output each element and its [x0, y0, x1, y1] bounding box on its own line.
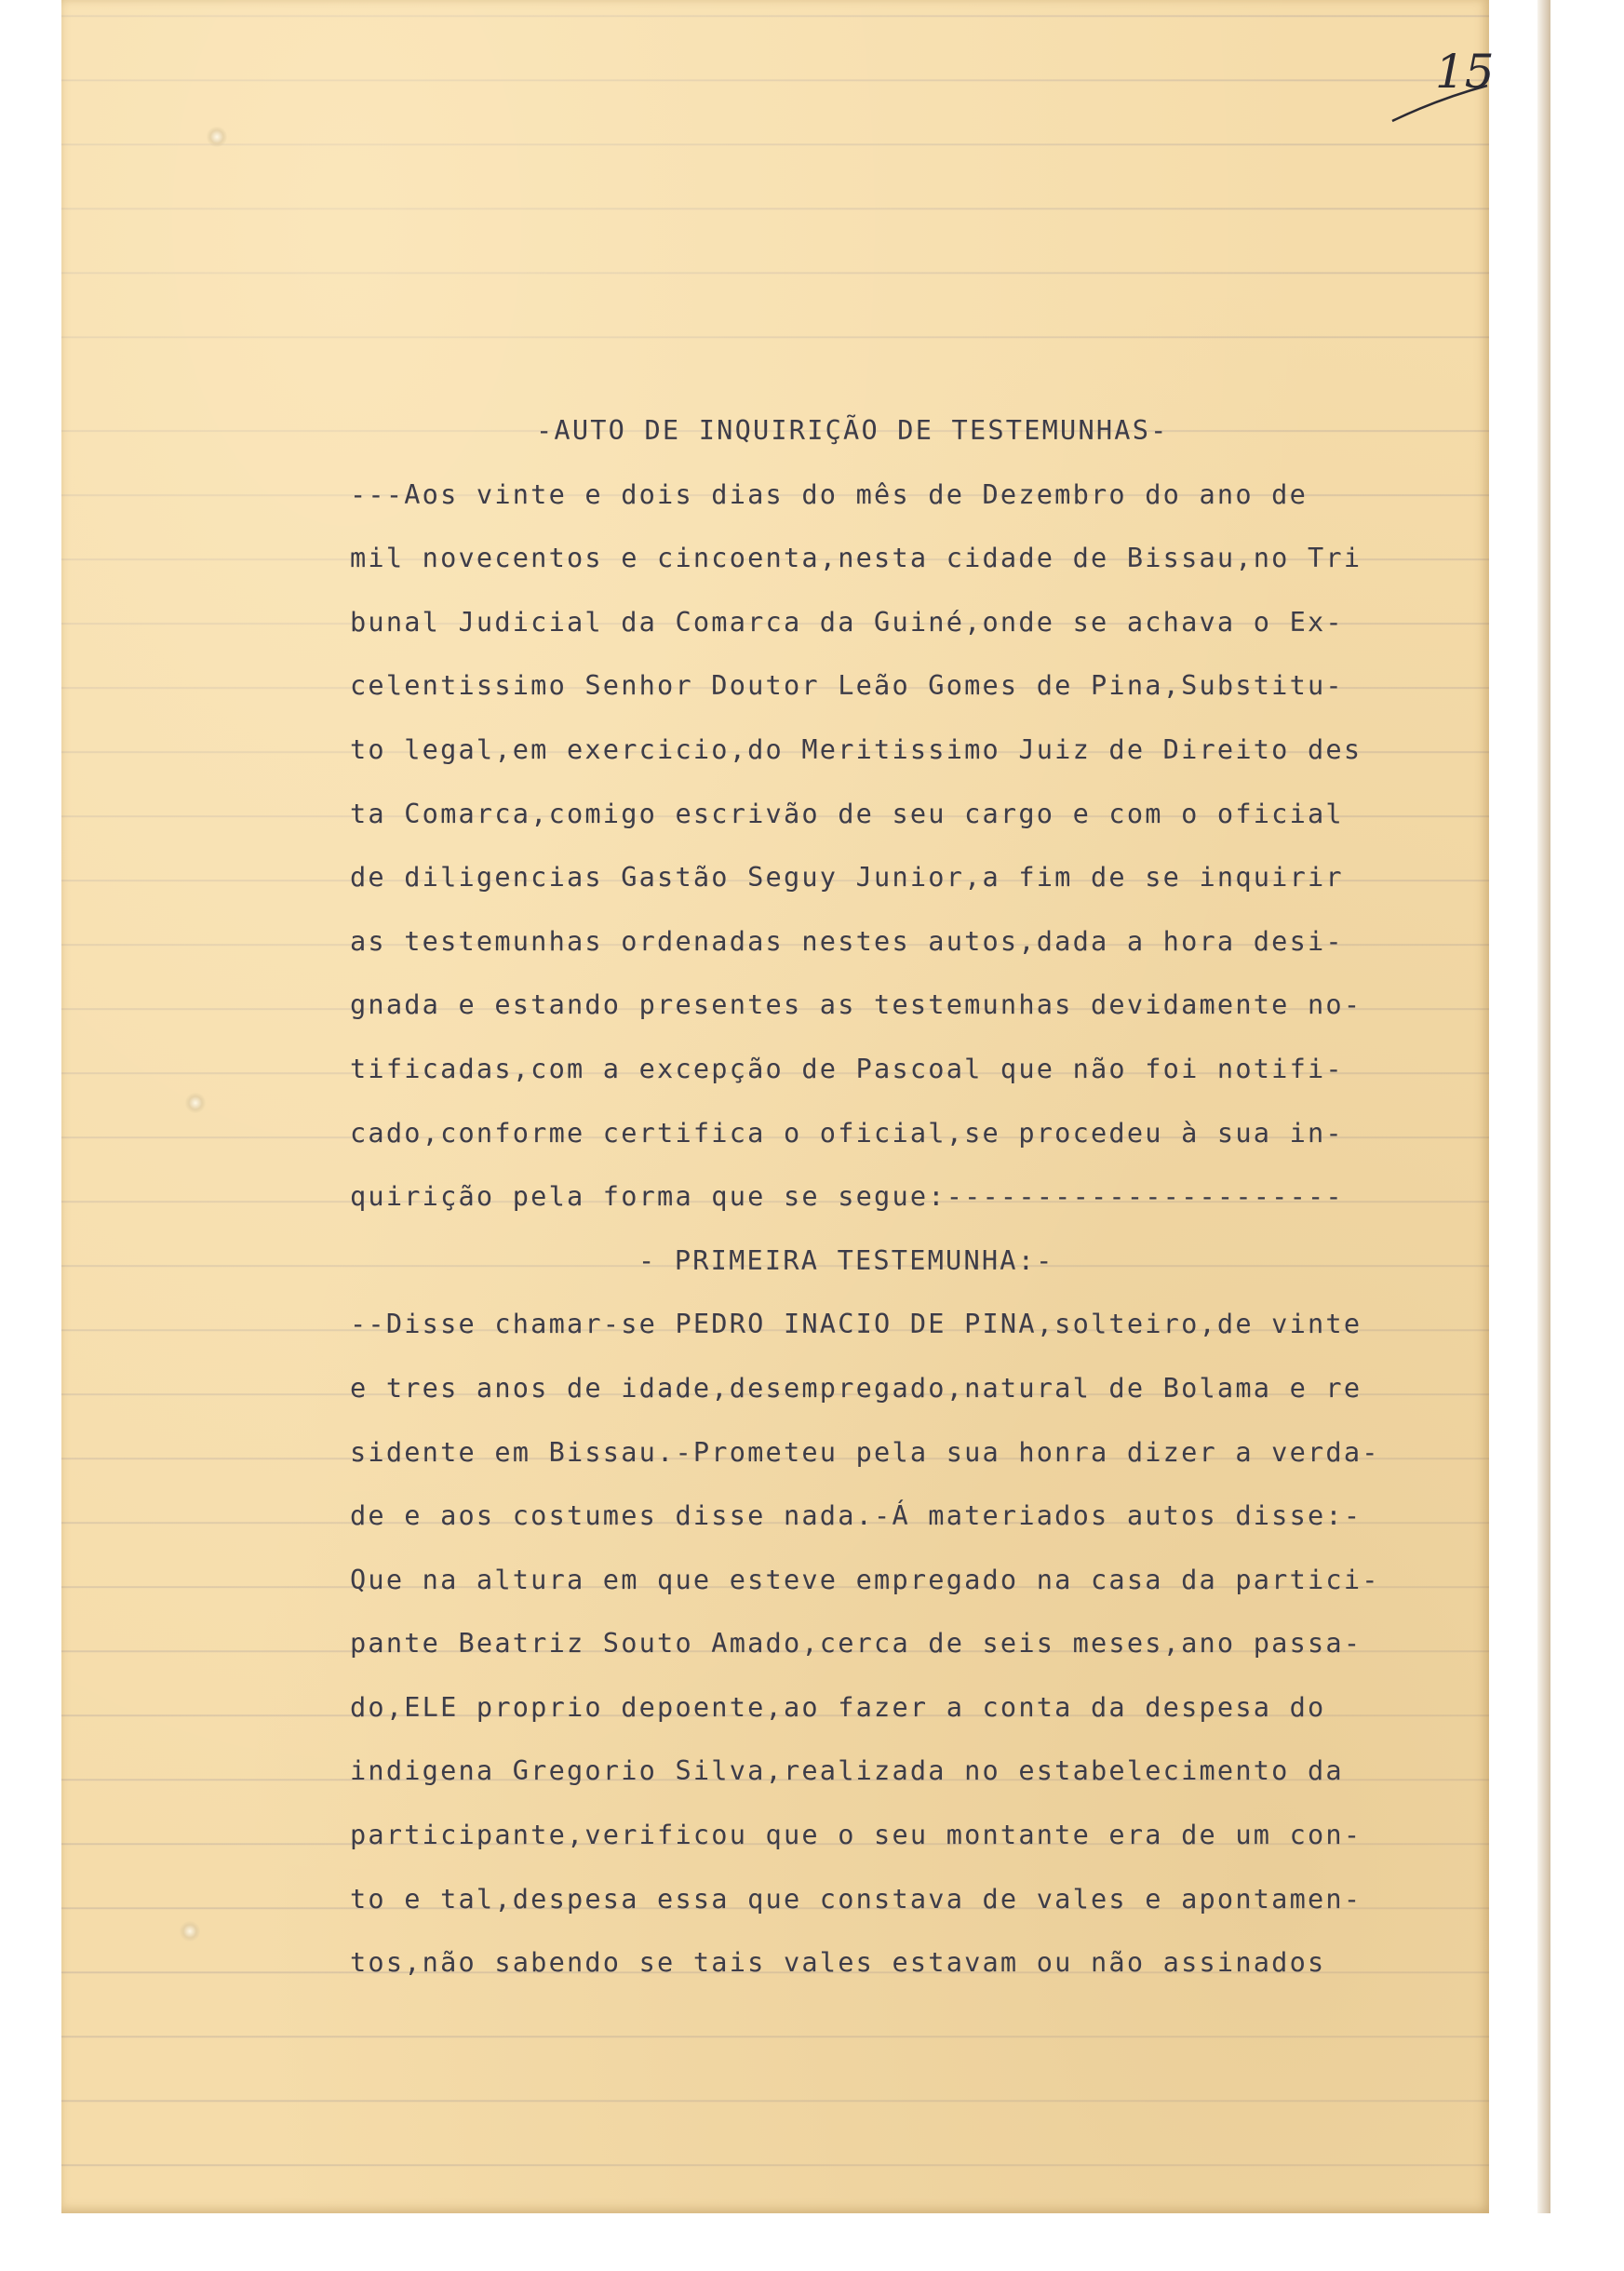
text-line: quirição pela forma que se segue:----------------------: [350, 1180, 1344, 1213]
text-line: pante Beatriz Souto Amado,cerca de seis meses,ano passa-: [350, 1627, 1362, 1660]
text-line: de e aos costumes disse nada.-Á materiados autos disse:-: [350, 1499, 1362, 1532]
text-line: celentissimo Senhor Doutor Leão Gomes de Pina,Substitu-: [350, 669, 1344, 702]
text-line: indigena Gregorio Silva,realizada no estabelecimento da: [350, 1754, 1344, 1787]
page-edge-shadow: [1537, 0, 1550, 2213]
text-line: to e tal,despesa essa que constava de vales e apontamen-: [350, 1882, 1362, 1915]
text-line: Que na altura em que esteve empregado na casa da partici-: [350, 1563, 1380, 1595]
text-line: e tres anos de idade,desempregado,natural de Bolama e re: [350, 1371, 1362, 1404]
text-line: tos,não sabendo se tais vales estavam ou não assinados: [350, 1946, 1326, 1979]
text-line: --Disse chamar-se PEDRO INACIO DE PINA,solteiro,de vinte: [350, 1308, 1362, 1340]
punch-mark: [180, 1921, 200, 1942]
text-line: ta Comarca,comigo escrivão de seu cargo e com o oficial: [350, 797, 1344, 829]
text-line: bunal Judicial da Comarca da Guiné,onde se achava o Ex-: [350, 605, 1344, 638]
punch-mark: [185, 1093, 206, 1113]
text-line: cado,conforme certifica o oficial,se procedeu à sua in-: [350, 1116, 1344, 1149]
opening-paragraph: [350, 463, 1392, 1229]
text-line: do,ELE proprio depoente,ao fazer a conta da despesa do: [350, 1690, 1326, 1723]
testimony-paragraph: [350, 1292, 1392, 1995]
document-title: -AUTO DE INQUIRIÇÃO DE TESTEMUNHAS-: [536, 414, 1169, 446]
folio-number-text: 15: [1435, 45, 1495, 99]
text-line: ---Aos vinte e dois dias do mês de Dezembro do ano de: [350, 477, 1308, 510]
text-line: as testemunhas ordenadas nestes autos,dada a hora desi-: [350, 924, 1344, 957]
text-line: to legal,em exercicio,do Meritissimo Juiz de Direito des: [350, 732, 1362, 765]
text-line: tificadas,com a excepção de Pascoal que não foi notifi-: [350, 1052, 1344, 1084]
text-line: sidente em Bissau.-Prometeu pela sua honra dizer a verda-: [350, 1435, 1380, 1468]
folio-number: [1383, 26, 1495, 128]
text-line: de diligencias Gastão Seguy Junior,a fim de se inquirir: [350, 861, 1344, 894]
text-line: mil novecentos e cincoenta,nesta cidade de Bissau,no Tri: [350, 542, 1362, 574]
punch-mark: [207, 127, 227, 147]
text-line: participante,verificou que o seu montante era de um con-: [350, 1819, 1362, 1851]
document-body: [350, 398, 1392, 1995]
text-line: gnada e estando presentes as testemunhas devidamente no-: [350, 988, 1362, 1021]
section-heading: - PRIMEIRA TESTEMUNHA:-: [638, 1243, 1054, 1276]
